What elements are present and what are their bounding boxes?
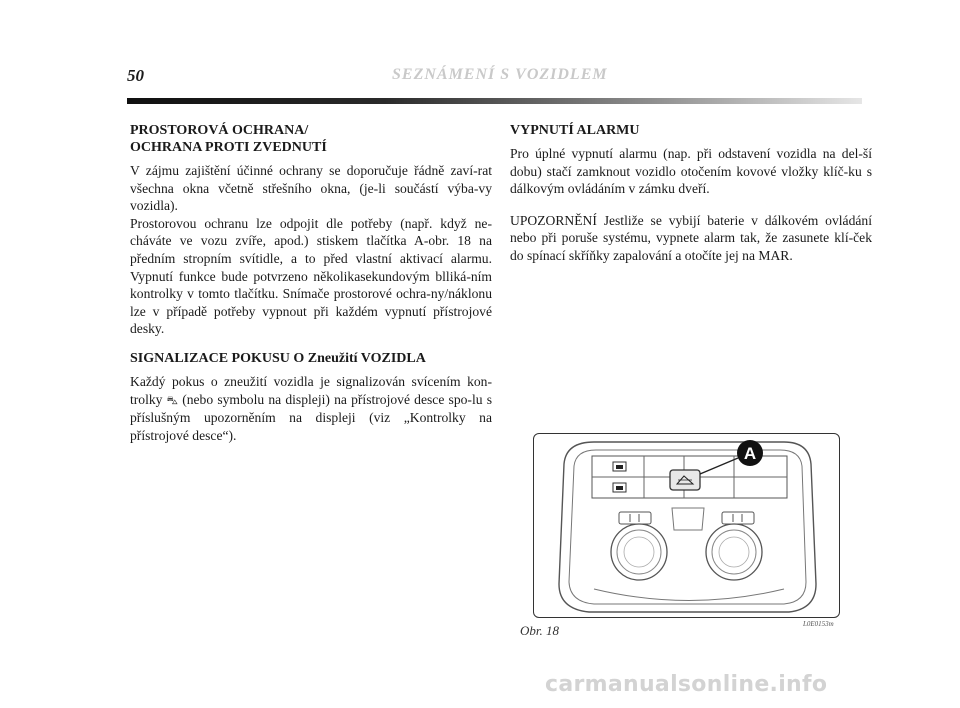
running-title: SEZNÁMENÍ S VOZIDLEM <box>392 66 608 83</box>
left-column <box>130 122 492 444</box>
watermark: carmanualsonline.info <box>545 672 828 697</box>
section-title-tamper-signal: SIGNALIZACE POKUSU O Zneužití VOZIDLA <box>130 350 426 366</box>
paragraph-tamper <box>130 373 492 444</box>
section-title-line1: PROSTOROVÁ OCHRANA/ <box>130 123 309 138</box>
section-title-space-protection <box>130 122 492 156</box>
page-number: 50 <box>127 66 144 85</box>
paragraph: Pro úplné vypnutí alarmu (nap. při odstavení vozidla na del-ší dobu) stačí zamknout vozidlo otočením kovové vložky klíč-ku s dálkovým ovládáním v zámku dveří. <box>510 146 872 197</box>
figure-ceiling-light <box>533 433 840 618</box>
header-rule <box>127 98 862 104</box>
callout-letter: A <box>743 444 757 463</box>
section-title-line2: OCHRANA PROTI ZVEDNUTÍ <box>130 140 327 155</box>
paragraph-part-a: Každý pokus o zneužití vozidla je signalizován svícením kon-trolky <box>130 373 492 407</box>
paragraph-warning: UPOZORNĚNÍ Jestliže se vybijí baterie v dálkovém ovládání nebo při poruše systému, vypnete alarm tak, že zasunete klí-ček do spínací skříňky zapalování a otočíte jej na MAR. <box>510 212 872 263</box>
paragraph: Prostorovou ochranu lze odpojit dle potřeby (např. když ne-cháváte ve vozu zvíře, apod.) stiskem tlačítka A-obr. 18 na předním stropním svítidle, a to před vlastní aktivací alarmu. Vypnutí funkce bude potvrzeno několikasekundovým blliká-ním kontrolky v tomto tlačítku. Snímače prostorové ochra-ny/náklonu lze v případě potřeby vypnout při každém vypnutí přístrojové desky. <box>130 215 492 337</box>
right-column <box>510 122 872 265</box>
paragraph-part-b: (nebo symbolu na displeji) na přístrojové desce spo-lu s příslušným upozorněním na displeji (viz „Kontrolky na přístrojové desce“). <box>130 391 492 443</box>
section-title-alarm-off: VYPNUTÍ ALARMU <box>510 123 640 138</box>
paragraph: V zájmu zajištění účinné ochrany se doporučuje řádně zaví-rat všechna okna včetně střešního okna, (je-li součástí výba-vy vozidla). <box>130 163 492 214</box>
figure-code: L0E0153m <box>803 620 834 628</box>
figure-caption: Obr. 18 <box>520 623 560 638</box>
alarm-warning-icon: ⛍ <box>166 393 179 407</box>
ceiling-light-illustration <box>534 434 839 617</box>
